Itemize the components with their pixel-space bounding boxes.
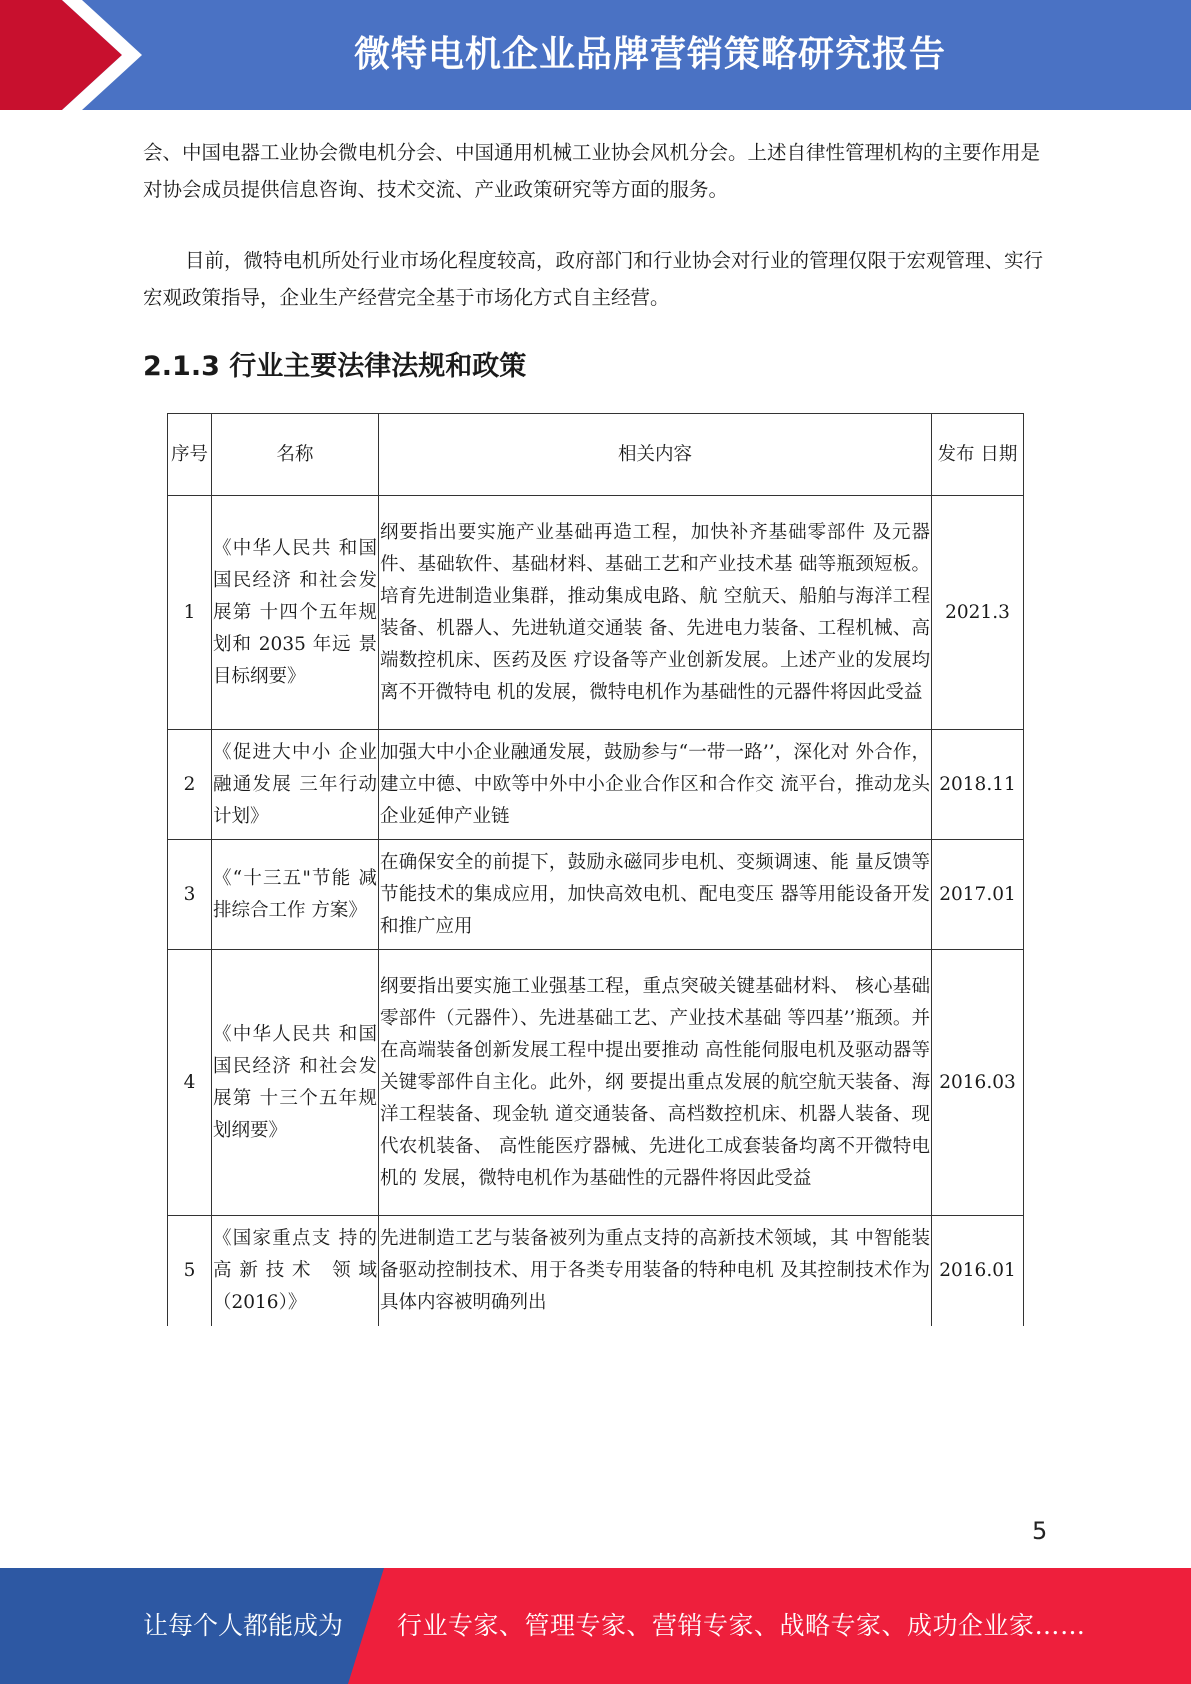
row-no: 1	[168, 496, 212, 730]
footer-slogan-right: 行业专家、管理专家、营销专家、战略专家、成功企业家……	[397, 1611, 1086, 1640]
row-content: 加强大中小企业融通发展，鼓励参与“一带一路’’，深化对 外合作，建立中德、中欧等中外中小企业合作区和合作交 流平台，推动龙头企业延伸产业链	[379, 730, 932, 840]
row-date: 2018.11	[932, 730, 1024, 840]
row-no: 3	[168, 840, 212, 950]
table-row	[168, 840, 1024, 950]
row-content: 在确保安全的前提下，鼓励永磁同步电机、变频调速、能 量反馈等节能技术的集成应用，加快高效电机、配电变压 器等用能设备开发和推广应用	[379, 840, 932, 950]
page-footer	[0, 1568, 1191, 1684]
row-name: 《国家重点支 持的高新技术 领域（2016）》	[212, 1216, 379, 1326]
row-name: 《促进大中小 企业融通发展 三年行动计划》	[212, 730, 379, 840]
row-content: 先进制造工艺与装备被列为重点支持的高新技术领域，其 中智能装备驱动控制技术、用于各类专用装备的特种电机 及其控制技术作为具体内容被明确列出	[379, 1216, 932, 1326]
page-number: 5	[1032, 1517, 1048, 1545]
section-title: 2.1.3 行业主要法律法规和政策	[143, 351, 527, 382]
page-header	[0, 0, 1191, 110]
row-date: 2016.03	[932, 950, 1024, 1216]
table-row	[168, 730, 1024, 840]
paragraph-associations: 会、中国电器工业协会微电机分会、中国通用机械工业协会风机分会。上述自律性管理机构的主要作用是对协会成员提供信息咨询、技术交流、产业政策研究等方面的服务。	[143, 141, 1041, 201]
row-no: 4	[168, 950, 212, 1216]
header-content: 相关内容	[379, 414, 932, 496]
paragraph-market: 目前，微特电机所处行业市场化程度较高，政府部门和行业协会对行业的管理仅限于宏观管理、实行宏观政策指导，企业生产经营完全基于市场化方式自主经营。	[143, 249, 1044, 309]
row-content: 纲要指出要实施产业基础再造工程，加快补齐基础零部件 及元器件、基础软件、基础材料、基础工艺和产业技术基 础等瓶颈短板。培育先进制造业集群，推动集成电路、航 空航天、船舶与海洋工程装备、机器人、先进轨道交通装 备、先进电力装备、工程机械、高端数控机床、医药及医 疗设备等产业创新发展。上述产业的发展均离不开微特电 机的发展，微特电机作为基础性的元器件将因此受益	[379, 496, 932, 730]
table-row	[168, 1216, 1024, 1326]
row-no: 2	[168, 730, 212, 840]
row-date: 2021.3	[932, 496, 1024, 730]
header-arrow-decoration	[0, 0, 160, 110]
row-content: 纲要指出要实施工业强基工程，重点突破关键基础材料、 核心基础零部件（元器件）、先进基础工艺、产业技术基础 等四基’’瓶颈。并在高端装备创新发展工程中提出要推动 高性能伺服电机及驱动器等关键零部件自主化。此外，纲 要提出重点发展的航空航天装备、海洋工程装备、现金轨 道交通装备、高档数控机床、机器人装备、现代农机装备、 高性能医疗器械、先进化工成套装备均离不开微特电机的 发展，微特电机作为基础性的元器件将因此受益	[379, 950, 932, 1216]
row-name: 《中华人民共 和国国民经济 和社会发展第 十四个五年规 划和 2035 年远 景目标纲要》	[212, 496, 379, 730]
header-title: 微特电机企业品牌营销策略研究报告	[353, 34, 946, 75]
table-row	[168, 950, 1024, 1216]
header-name: 名称	[212, 414, 379, 496]
row-date: 2017.01	[932, 840, 1024, 950]
row-name: 《中华人民共 和国国民经济 和社会发展第 十三个五年规 划纲要》	[212, 950, 379, 1216]
table-header-row	[168, 414, 1024, 496]
row-name: 《“十三五"节能 减排综合工作 方案》	[212, 840, 379, 950]
row-no: 5	[168, 1216, 212, 1326]
header-date: 发布 日期	[932, 414, 1024, 496]
footer-slogan-left: 让每个人都能成为	[143, 1611, 344, 1640]
table-row	[168, 496, 1024, 730]
policy-table	[167, 413, 1024, 1326]
header-no: 序号	[168, 414, 212, 496]
row-date: 2016.01	[932, 1216, 1024, 1326]
